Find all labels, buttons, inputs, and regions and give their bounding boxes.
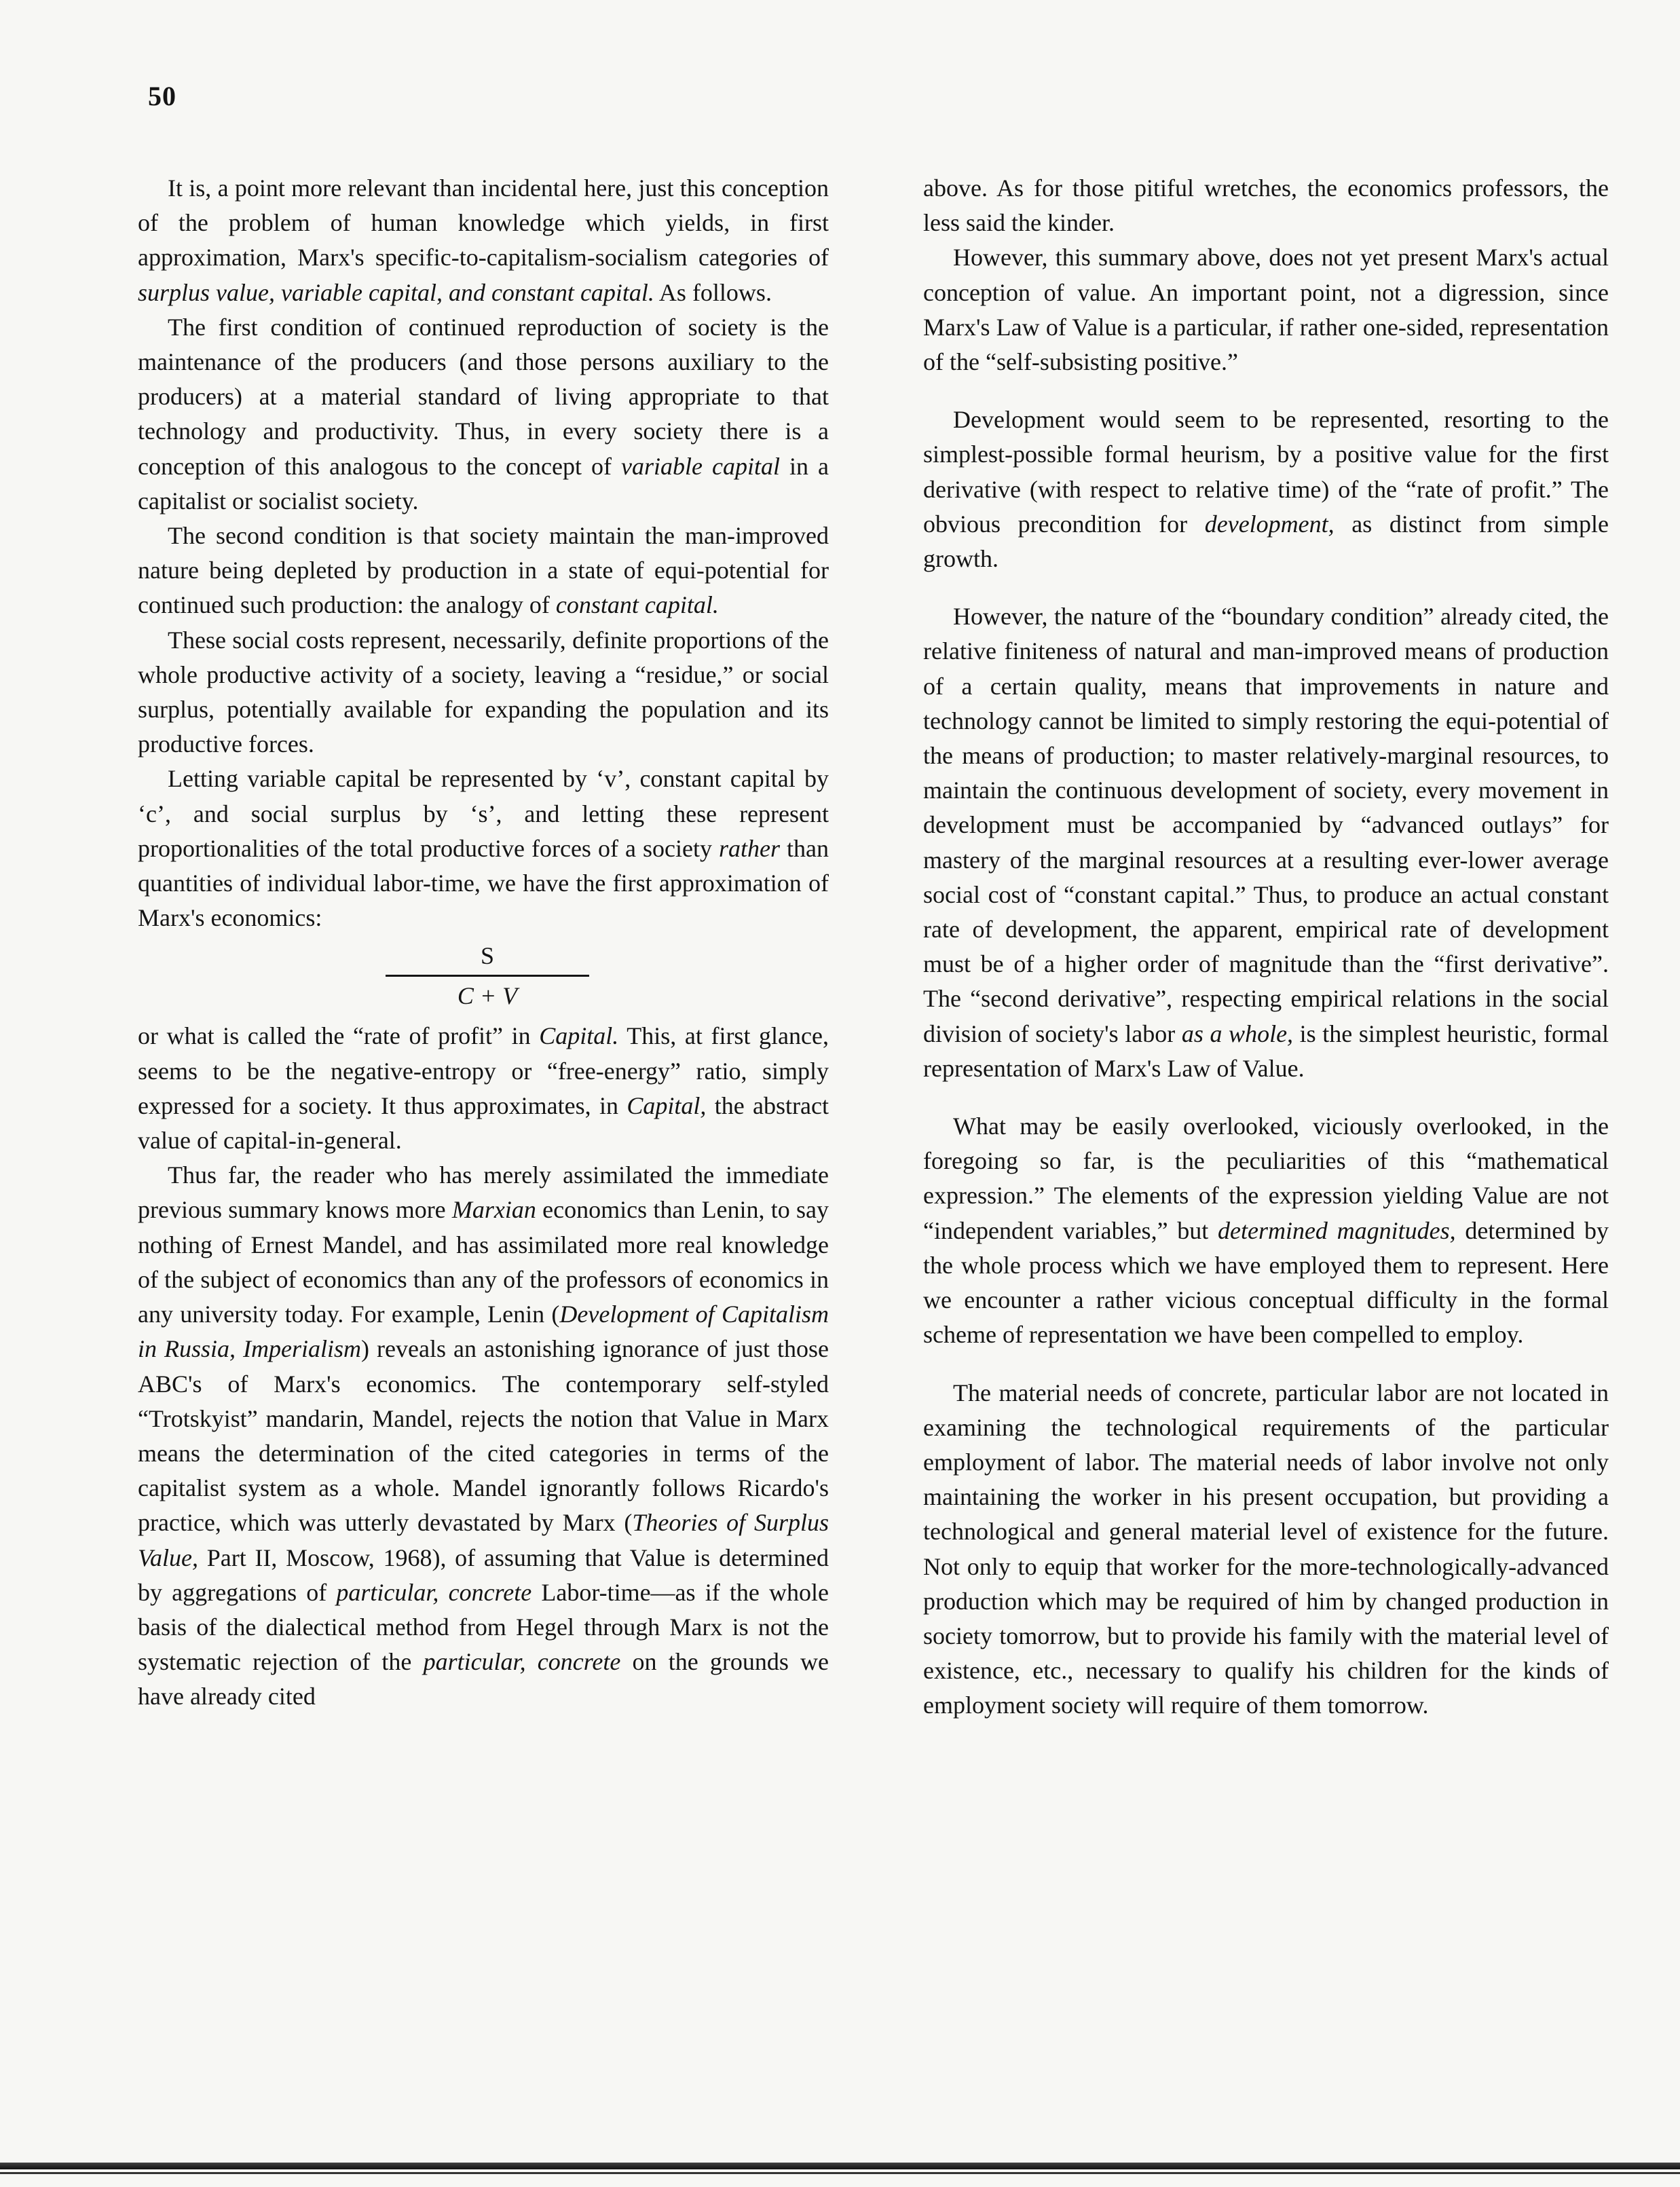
italic-text: particular, concrete bbox=[423, 1648, 621, 1676]
bottom-rule bbox=[0, 2163, 1680, 2169]
paragraph: However, this summary above, does not yet present Marx's actual conception of value. An important point, not a digression, since Marx's Law of Value is a particular, if rather one-sided, representation of the “self-subsisting positive.” bbox=[923, 244, 1609, 376]
paragraph: or what is called the “rate of profit” in Capital. This, at first glance, seems to be the negative-entropy or “free-energy” ratio, simply expressed for a society. It thus approximates, in Capital, the abstract value of capital-in-general. bbox=[138, 1022, 829, 1155]
paragraph: The material needs of concrete, particular labor are not located in examining the technological requirements of the particular employment of labor. The material needs of labor involve not only maintaining the worker in his present occupation, but providing a technological and general material level of existence for the future. Not only to equip that worker for the more-technologically-advanced production which may be required of him by changed production in society tomorrow, but to provide his family with the material level of existence, etc., necessary to qualify his children for the kinds of employment society will require of them tomorrow. bbox=[923, 1379, 1609, 1719]
italic-text: Theories of Surplus Value, bbox=[138, 1509, 829, 1571]
bottom-rule-thin bbox=[0, 2172, 1680, 2174]
rate-of-profit-formula bbox=[386, 941, 589, 1011]
paragraph: What may be easily overlooked, viciously overlooked, in the foregoing so far, is the peculiarities of this “mathematical expression.” The elements of the expression yielding Value are not “independent variables,” but determined magnitudes, determined by the whole process which we have employed them to represent. Here we encounter a rather vicious conceptual difficulty in the formal scheme of representation we have been compelled to employ. bbox=[923, 1113, 1609, 1349]
italic-text: Capital, bbox=[627, 1091, 707, 1119]
left-column bbox=[138, 171, 829, 1715]
paragraph: Thus far, the reader who has merely assimilated the immediate previous summary knows more Marxian economics than Lenin, to say nothing of Ernest Mandel, and has assimilated more real knowledge of the subject of economics than any of the professors of economics in any university today. For example, Lenin (Development of Capitalism in Russia, Imperialism) reveals an astonishing ignorance of just those ABC's of Marx's economics. The contemporary self-styled “Trotskyist” mandarin, Mandel, rejects the notion that Value in Marx means the determination of the cited categories in terms of the capitalist system as a whole. Mandel ignorantly follows Ricardo's practice, which was utterly devastated by Marx (Theories of Surplus Value, Part II, Moscow, 1968), of assuming that Value is determined by aggregations of particular, concrete Labor-time—as if the whole basis of the dialectical method from Hegel through Marx is not the systematic rejection of the particular, concrete on the grounds we have already cited bbox=[138, 1161, 829, 1711]
italic-text: particular, concrete bbox=[336, 1578, 532, 1606]
italic-text: Capital. bbox=[539, 1022, 619, 1050]
formula-numerator: S bbox=[480, 942, 495, 970]
paragraph: Letting variable capital be represented by ‘v’, constant capital by ‘c’, and social surplus by ‘s’, and letting these represent proportionalities of the total productive forces of a society rather than quantities of individual labor-time, we have the first approximation of Marx's economics: bbox=[138, 765, 829, 932]
paragraph: above. As for those pitiful wretches, the economics professors, the less said the kinder. bbox=[923, 174, 1609, 237]
paragraph: Development would seem to be represented, resorting to the simplest-possible formal heurism, by a positive value for the first derivative (with respect to relative time) of the “rate of profit.” The obvious precondition for development, as distinct from simple growth. bbox=[923, 406, 1609, 573]
right-column bbox=[923, 171, 1609, 1723]
italic-text: as a whole, bbox=[1181, 1020, 1294, 1047]
italic-text: surplus value, variable capital, and constant capital. bbox=[138, 278, 654, 306]
paragraph: The first condition of continued reproduction of society is the maintenance of the producers (and those persons auxiliary to the producers) at a material standard of living appropriate to that technology and productivity. Thus, in every society there is a conception of this analogous to the concept of variable capital in a capitalist or socialist society. bbox=[138, 313, 829, 515]
italic-text: Marxian bbox=[451, 1196, 536, 1224]
italic-text: determined magnitudes, bbox=[1217, 1216, 1456, 1244]
formula-denominator: C + V bbox=[457, 982, 518, 1010]
page-number: 50 bbox=[148, 81, 176, 111]
italic-text: constant capital. bbox=[555, 591, 719, 619]
italic-text: variable capital bbox=[620, 452, 780, 480]
paragraph: It is, a point more relevant than incidental here, just this conception of the problem of human knowledge which yields, in first approximation, Marx's specific-to-capitalism-socialism categories of surplus value, variable capital, and constant capital. As follows. bbox=[138, 174, 829, 306]
paragraph: These social costs represent, necessarily, definite proportions of the whole productive activity of a society, leaving a “residue,” or social surplus, potentially available for expanding the population and its productive forces. bbox=[138, 626, 829, 758]
italic-text: rather bbox=[718, 834, 780, 862]
italic-text: Development of Capitalism in Russia, Imperialism bbox=[138, 1301, 829, 1363]
italic-text: development, bbox=[1204, 510, 1334, 538]
paragraph: However, the nature of the “boundary condition” already cited, the relative finiteness of natural and man-improved means of production of a certain quality, means that improvements in nature and technology cannot be limited to simply restoring the equi-potential of the means of production; to master relatively-marginal resources, to maintain the continuous development of society, every movement in development must be accompanied by “advanced outlays” for mastery of the marginal resources at a resulting ever-lower average social cost of “constant capital.” Thus, to produce an actual constant rate of development, the apparent, empirical rate of development must be of a higher order of magnitude than the “first derivative”. The “second derivative”, respecting empirical relations in the social division of society's labor as a whole, is the simplest heuristic, formal representation of Marx's Law of Value. bbox=[923, 603, 1609, 1082]
paragraph: The second condition is that society maintain the man-improved nature being depleted by production in a state of equi-potential for continued such production: the analogy of constant capital. bbox=[138, 522, 829, 619]
